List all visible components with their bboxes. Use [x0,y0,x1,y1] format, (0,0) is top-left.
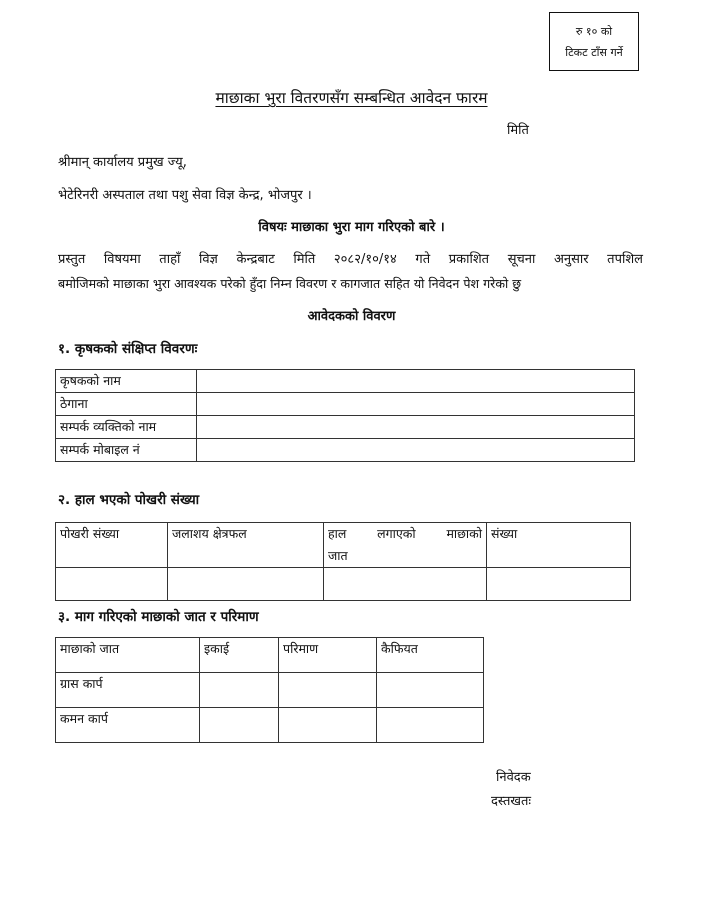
column-header-line-2: जात [328,548,348,563]
column-header: पोखरी संख्या [56,523,168,568]
body-line-2: बमोजिमको माछाका भुरा आवश्यक परेको हुँदा निम्न विवरण र कागजात सहित यो निवेदन पेश गरेको छु [58,276,522,291]
section-3-heading: ३. माग गरिएको माछाको जात र परिमाण [58,609,259,625]
water-area-field[interactable] [168,568,324,601]
fish-request-table [55,637,484,743]
contact-person-field[interactable] [197,416,635,439]
form-title [0,86,703,108]
form-title-text: माछाका भुरा वितरणसँग सम्बन्धित आवेदन फारम [215,89,488,107]
farmer-details-table [55,369,635,462]
column-header: इकाई [200,638,279,673]
contact-mobile-field[interactable] [197,439,635,462]
column-header: परिमाण [279,638,377,673]
farmer-name-field[interactable] [197,370,635,393]
table-header-row [56,638,484,673]
remarks-field[interactable] [377,708,484,743]
stamp-line-1: रु १० को [575,24,613,38]
column-header [324,523,487,568]
column-header: संख्या [487,523,631,568]
contact-mobile-label: सम्पर्क मोबाइल नं [56,439,197,462]
address-label: ठेगाना [56,393,197,416]
remarks-field[interactable] [377,673,484,708]
recipient-address: भेटेरिनरी अस्पताल तथा पशु सेवा विज्ञ केन्द्र, भोजपुर । [58,188,312,203]
table-row [56,568,631,601]
table-row [56,393,635,416]
table-header-row [56,523,631,568]
column-header: जलाशय क्षेत्रफल [168,523,324,568]
salutation: श्रीमान् कार्यालय प्रमुख ज्यू, [58,155,187,170]
address-field[interactable] [197,393,635,416]
quantity-field[interactable] [279,708,377,743]
column-header-line-1: हाल लगाएको माछाको [328,526,482,541]
body-line-1: प्रस्तुत विषयमा ताहाँ विज्ञ केन्द्रबाट मिति २०८२/१०/१४ गते प्रकाशित सूचना अनुसार तपशिल [58,252,643,267]
table-row [56,708,484,743]
unit-field[interactable] [200,708,279,743]
farmer-name-label: कृषकको नाम [56,370,197,393]
applicant-details-heading: आवेदकको विवरण [307,309,396,324]
column-header: माछाको जात [56,638,200,673]
count-field[interactable] [487,568,631,601]
applicant-label: निवेदक [496,770,531,785]
table-row [56,416,635,439]
table-row [56,370,635,393]
column-header: कैफियत [377,638,484,673]
body-paragraph [58,248,643,296]
pond-count-field[interactable] [56,568,168,601]
contact-person-label: सम्पर्क व्यक्तिको नाम [56,416,197,439]
species-cell: कमन कार्प [56,708,200,743]
signature-label: दस्तखतः [491,794,532,809]
unit-field[interactable] [200,673,279,708]
current-fish-species-field[interactable] [324,568,487,601]
stamp-line-2: टिकट टाँस गर्ने [565,45,623,59]
date-label: मिति [507,123,529,138]
table-row [56,439,635,462]
pond-details-table [55,522,631,601]
species-cell: ग्रास कार्प [56,673,200,708]
section-2-heading: २. हाल भएको पोखरी संख्या [58,492,200,508]
quantity-field[interactable] [279,673,377,708]
table-row [56,673,484,708]
stamp-box [549,12,639,71]
section-1-heading: १. कृषकको संक्षिप्त विवरणः [58,341,198,357]
subject-line: विषयः माछाका भुरा माग गरिएको बारे । [258,220,445,235]
